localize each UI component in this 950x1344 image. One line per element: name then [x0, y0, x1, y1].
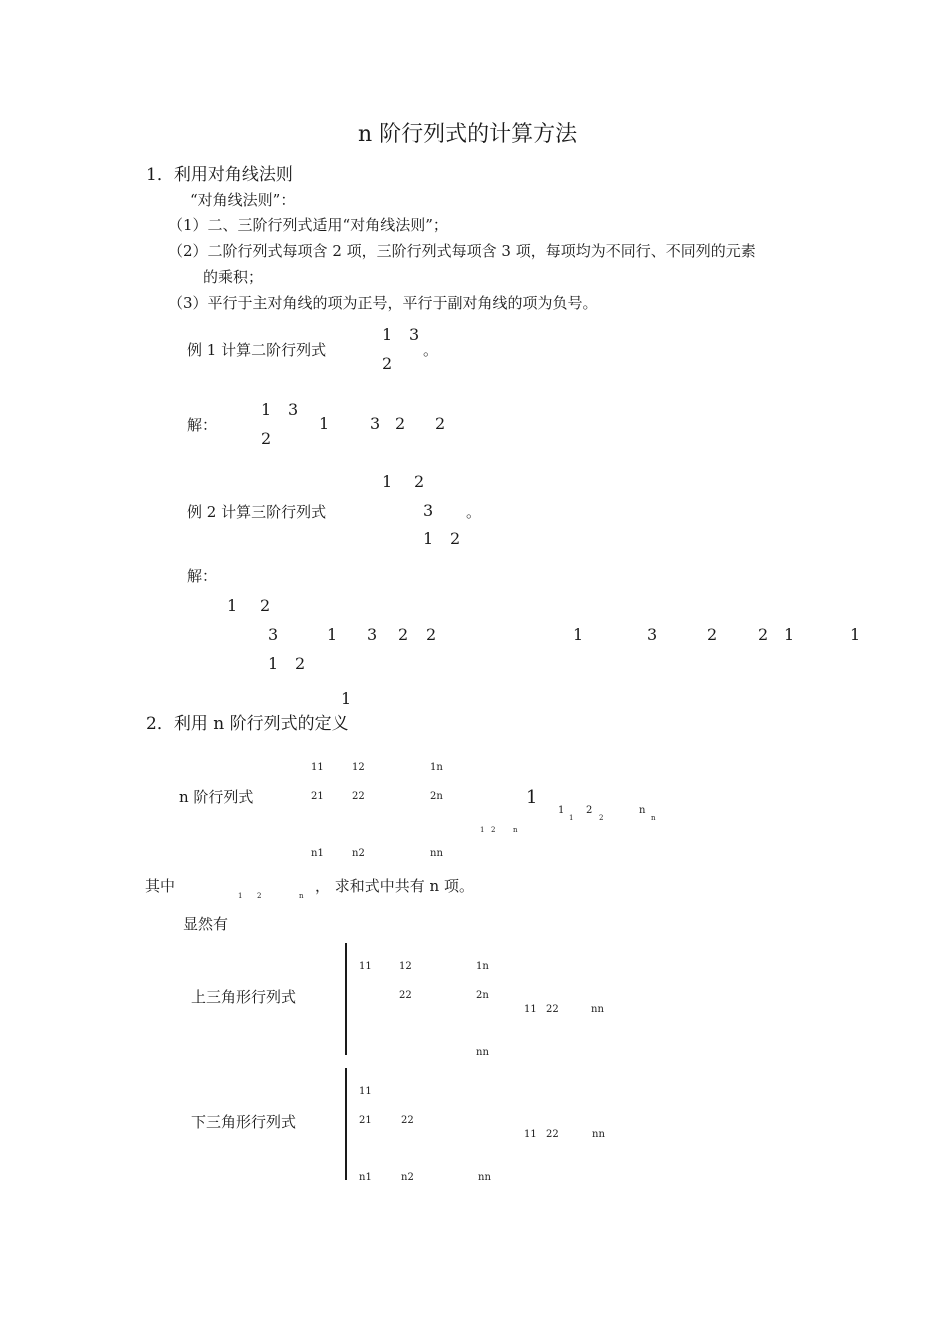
ex2-matrix-entry: 2: [414, 472, 425, 491]
det-entry: 2n: [430, 791, 443, 802]
upper-product-index: nn: [591, 1004, 604, 1015]
sum-term-index: 1: [558, 805, 565, 816]
upper-det-entry: 2n: [476, 990, 489, 1001]
ex1-sol-entry: 3: [288, 400, 299, 419]
upper-det-entry: 1n: [476, 961, 489, 972]
lower-det-entry: 22: [401, 1115, 414, 1126]
ex1-sol-entry: 1: [261, 400, 272, 419]
upper-det-entry: 11: [359, 961, 372, 972]
ex1-result-term: 1: [319, 414, 330, 433]
section-1-heading: 1．利用对角线法则: [146, 165, 293, 185]
example-2-label: 例 2 计算三阶行列式: [187, 503, 327, 521]
rule-item-2: （2）二阶行列式每项含 2 项，三阶行列式每项含 3 项，每项均为不同行、不同列的元素: [168, 242, 756, 260]
sum-under-index: 1: [480, 826, 485, 834]
ex1-sol-entry: 2: [261, 429, 272, 448]
sum-term-index: n: [651, 814, 656, 822]
upper-det-entry: 22: [399, 990, 412, 1001]
sum-term-index: 2: [586, 805, 593, 816]
ex1-matrix-entry: 2: [382, 354, 393, 373]
upper-product-index: 11: [524, 1004, 537, 1015]
determinant-bar: [345, 1068, 347, 1180]
sum-coefficient: 1: [526, 787, 538, 808]
det-entry: 11: [311, 762, 324, 773]
ex2-sol-term: 2: [426, 625, 437, 644]
sum-term-index: 2: [599, 814, 604, 822]
ex2-matrix-entry: 1: [423, 529, 434, 548]
lower-det-entry: 21: [359, 1115, 372, 1126]
det-entry: 21: [311, 791, 324, 802]
ex2-sol-entry: 1: [227, 596, 238, 615]
upper-det-entry: nn: [476, 1047, 489, 1058]
det-entry: nn: [430, 848, 443, 859]
det-entry: n2: [352, 848, 365, 859]
sum-under-index: n: [513, 826, 518, 834]
ex1-result-term: 2: [395, 414, 406, 433]
ex1-matrix-entry: 3: [409, 325, 420, 344]
ex2-matrix-entry: 2: [450, 529, 461, 548]
ex2-sol-term: 2: [707, 625, 718, 644]
ex2-sol-term: 1: [573, 625, 584, 644]
sum-term-index: 1: [569, 814, 574, 822]
rule-item-1: （1）二、三阶行列式适用“对角线法则”；: [168, 216, 448, 234]
example-1-label: 例 1 计算二阶行列式: [187, 341, 327, 359]
n-order-det-label: n 阶行列式: [179, 788, 254, 806]
lower-det-entry: n1: [359, 1172, 372, 1183]
where-text: ， 求和式中共有 n 项。: [315, 877, 474, 895]
determinant-bar: [345, 943, 347, 1055]
ex2-sol-term: 1: [850, 625, 861, 644]
upper-triangular-label: 上三角形行列式: [191, 988, 297, 1006]
ex2-sol-term: 1: [327, 625, 338, 644]
sum-term-index: n: [639, 805, 646, 816]
det-entry: 1n: [430, 762, 443, 773]
ex2-matrix-entry: 3: [423, 501, 434, 520]
obviously-text: 显然有: [183, 915, 229, 933]
upper-det-entry: 12: [399, 961, 412, 972]
upper-product-index: 22: [546, 1004, 559, 1015]
lower-det-entry: 11: [359, 1086, 372, 1097]
det-entry: 12: [352, 762, 365, 773]
rule-item-3: （3）平行于主对角线的项为正号，平行于副对角线的项为负号。: [168, 294, 598, 312]
det-entry: n1: [311, 848, 324, 859]
ex1-end: 。: [423, 341, 439, 359]
where-label: 其中: [145, 877, 176, 895]
where-subscript: 1: [238, 892, 243, 900]
lower-product-index: nn: [592, 1129, 605, 1140]
ex2-sol-entry: 3: [268, 625, 279, 644]
example-2-solution-label: 解：: [187, 567, 218, 585]
ex2-sol-entry: 2: [260, 596, 271, 615]
lower-triangular-label: 下三角形行列式: [191, 1113, 297, 1131]
where-subscript: n: [299, 892, 304, 900]
ex1-result-term: 2: [435, 414, 446, 433]
det-entry: 22: [352, 791, 365, 802]
example-1-solution-label: 解：: [187, 416, 218, 434]
ex2-sol-term: 3: [367, 625, 378, 644]
rule-intro: “对角线法则”：: [190, 191, 296, 209]
lower-det-entry: n2: [401, 1172, 414, 1183]
ex2-sol-term: 2: [398, 625, 409, 644]
ex2-sol-entry: 1: [268, 654, 279, 673]
section-2-heading: 2．利用 n 阶行列式的定义: [146, 714, 349, 734]
ex2-sol-term: 3: [647, 625, 658, 644]
lower-product-index: 11: [524, 1129, 537, 1140]
ex2-matrix-entry: 1: [382, 472, 393, 491]
rule-item-2-cont: 的乘积；: [203, 268, 264, 286]
lower-product-index: 22: [546, 1129, 559, 1140]
where-subscript: 2: [257, 892, 262, 900]
page-title: n 阶行列式的计算方法: [358, 122, 578, 147]
ex1-matrix-entry: 1: [382, 325, 393, 344]
ex1-result-term: 3: [370, 414, 381, 433]
ex2-sol-entry: 1: [341, 689, 352, 708]
ex2-sol-entry: 2: [295, 654, 306, 673]
ex2-sol-term: 2: [758, 625, 769, 644]
ex2-end: 。: [466, 503, 482, 521]
sum-under-index: 2: [491, 826, 496, 834]
ex2-sol-term: 1: [784, 625, 795, 644]
lower-det-entry: nn: [478, 1172, 491, 1183]
